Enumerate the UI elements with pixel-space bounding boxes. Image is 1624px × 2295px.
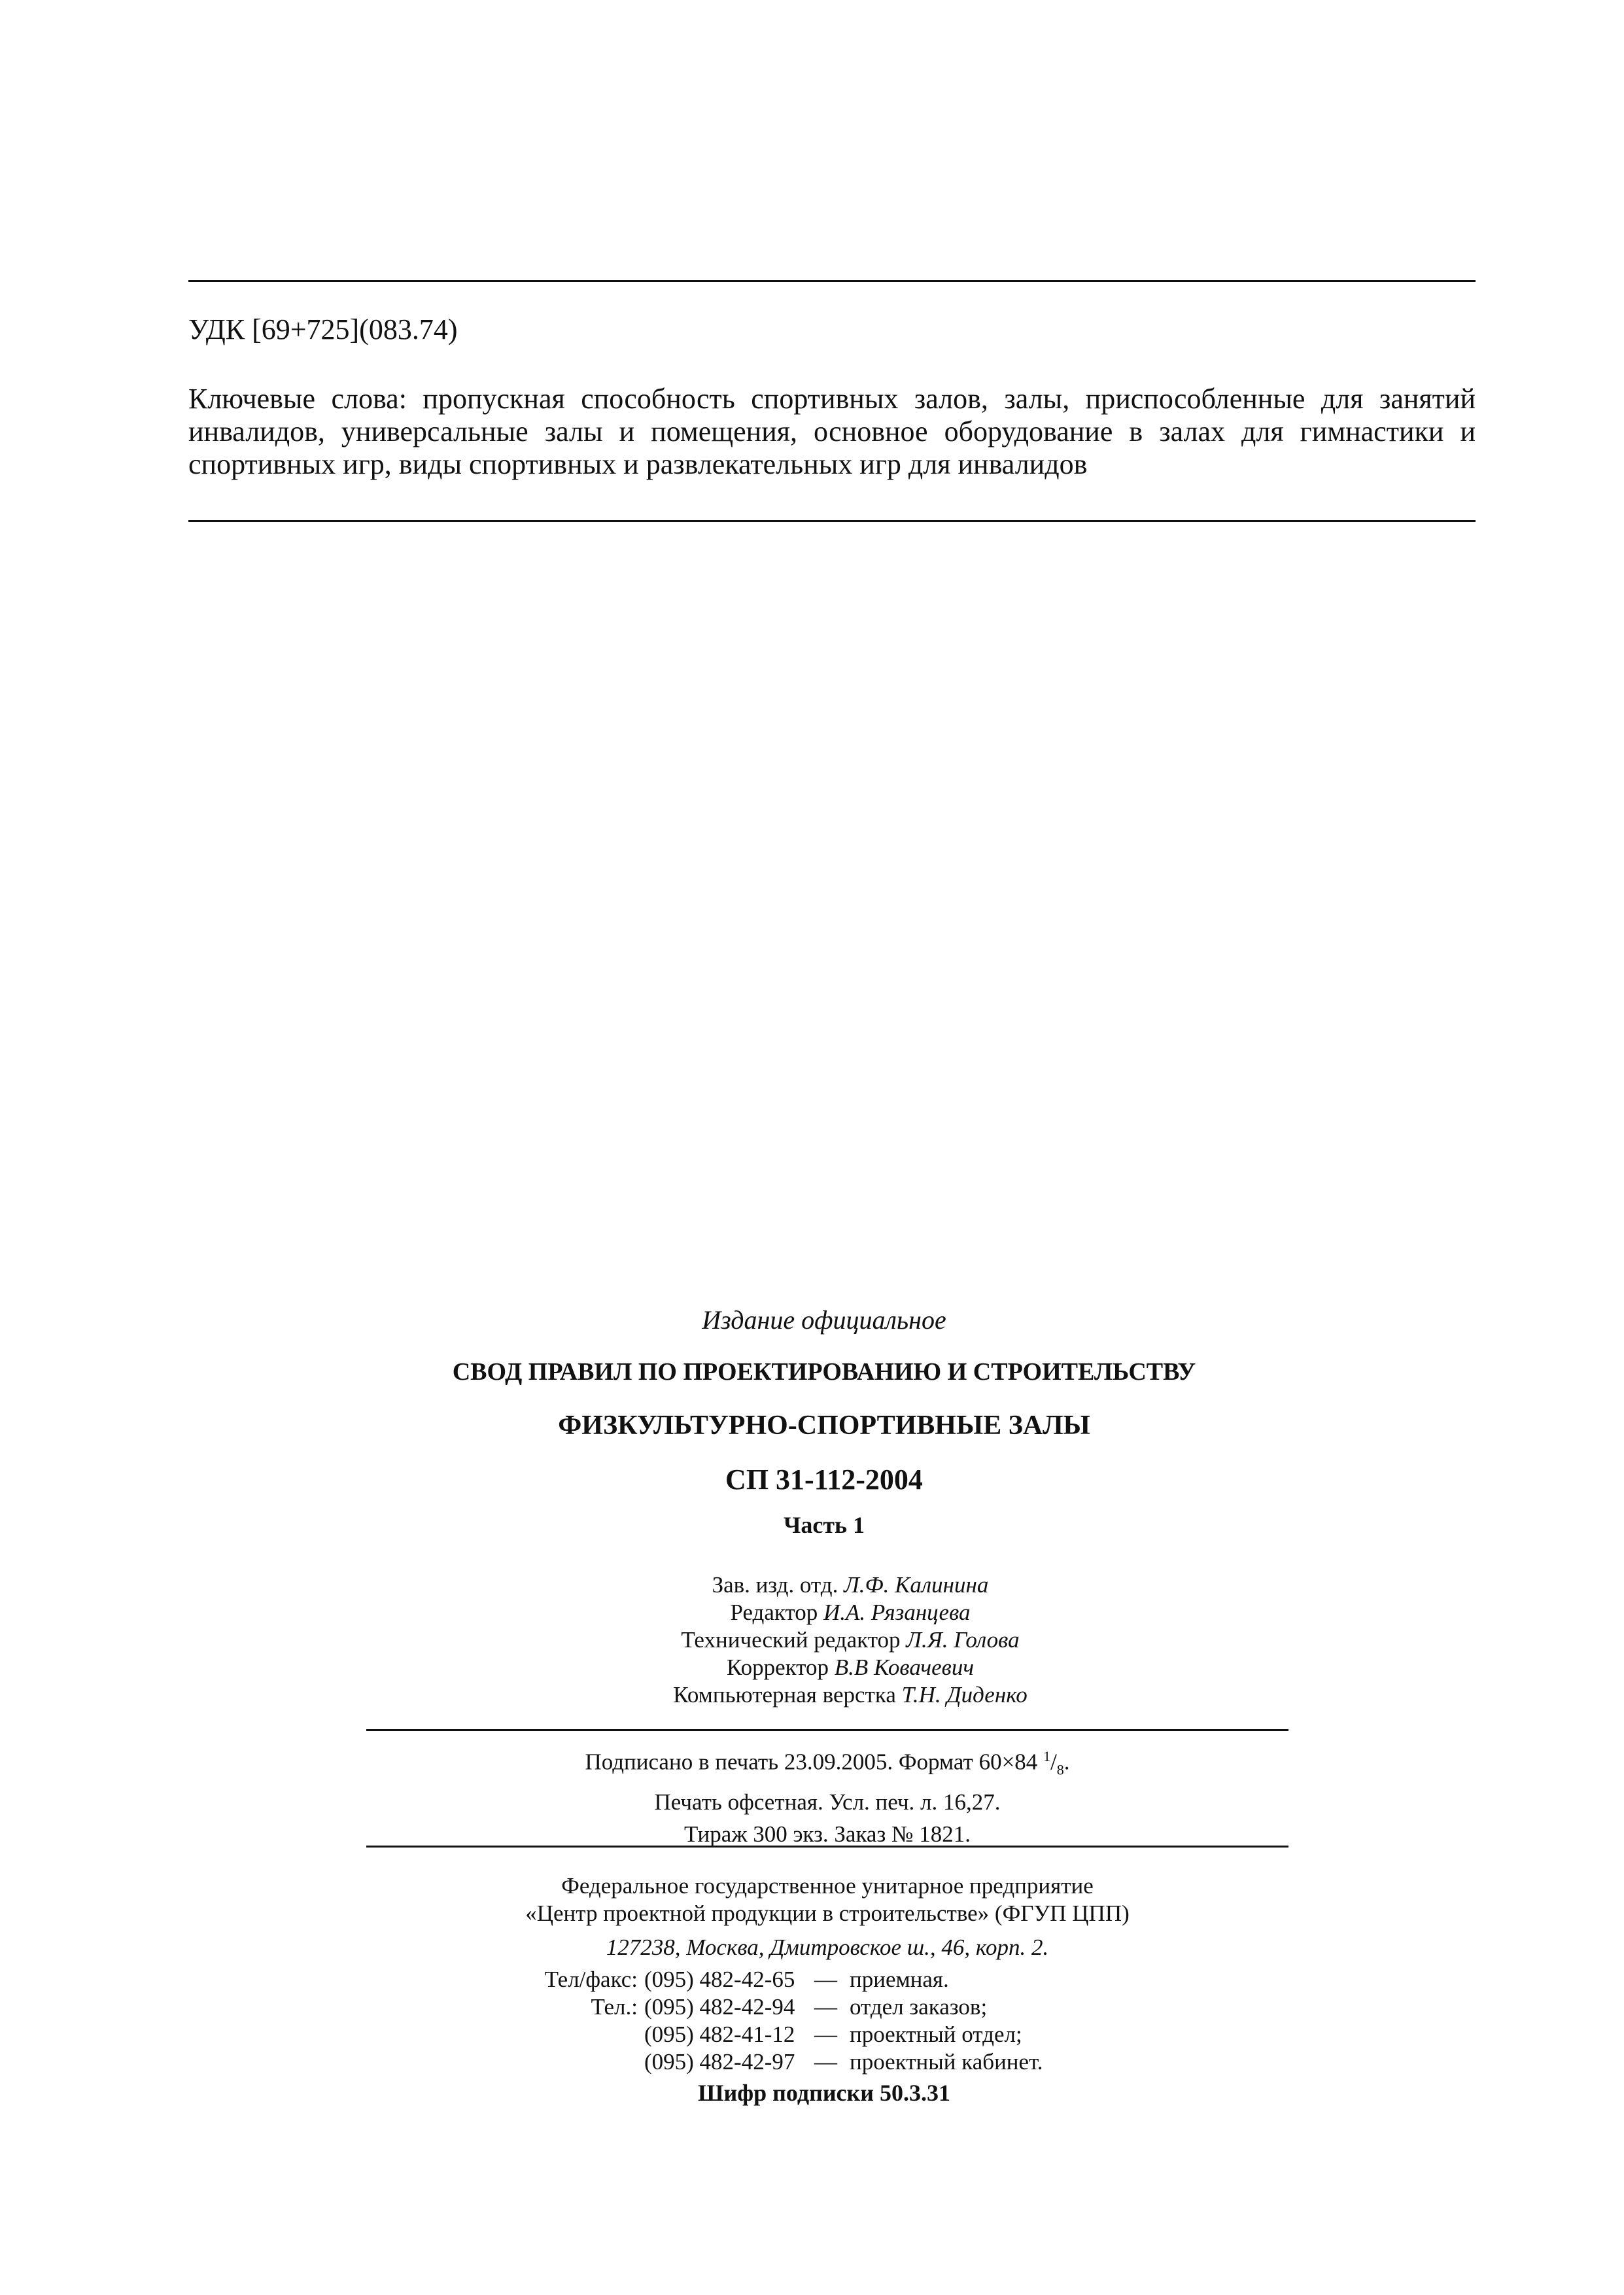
credits-list bbox=[458, 1571, 1243, 1709]
credit-line: Редактор И.А. Рязанцева bbox=[730, 1600, 971, 1625]
udc-code: УДК [69+725](083.74) bbox=[188, 313, 458, 345]
phone-row: Тел.: (095) 482-42-94 — отдел заказов; bbox=[591, 1994, 988, 2020]
phone-list bbox=[517, 1966, 1043, 2076]
document-title: ФИЗКУЛЬТУРНО-СПОРТИВНЫЕ ЗАЛЫ bbox=[558, 1410, 1090, 1441]
publisher-info bbox=[366, 1872, 1288, 1961]
credit-line: Зав. изд. отд. Л.Ф. Калинина bbox=[712, 1572, 989, 1598]
credit-line: Компьютерная верстка Т.Н. Диденко bbox=[673, 1682, 1028, 1708]
print-top-rule bbox=[366, 1729, 1288, 1731]
run-line: Тираж 300 экз. Заказ № 1821. bbox=[684, 1821, 971, 1847]
offset-line: Печать офсетная. Усл. печ. л. 16,27. bbox=[654, 1789, 1001, 1815]
document-code: СП 31-112-2004 bbox=[725, 1463, 923, 1496]
edition-label: Издание официальное bbox=[702, 1305, 946, 1335]
print-bottom-rule bbox=[366, 1846, 1288, 1848]
signed-line: Подписано в печать 23.09.2005. Формат 60×84 $^1/_8$. bbox=[585, 1748, 1070, 1778]
credit-line: Технический редактор Л.Я. Голова bbox=[681, 1627, 1020, 1653]
publisher-name-line1: Федеральное государственное унитарное предприятие bbox=[561, 1873, 1094, 1899]
credit-line: Корректор В.В Ковачевич bbox=[726, 1655, 975, 1680]
series-title: СВОД ПРАВИЛ ПО ПРОЕКТИРОВАНИЮ И СТРОИТЕЛЬСТВУ bbox=[452, 1358, 1196, 1386]
keywords-bottom-rule bbox=[188, 520, 1476, 522]
top-rule bbox=[188, 280, 1476, 282]
document-part: Часть 1 bbox=[783, 1512, 865, 1538]
publisher-address: 127238, Москва, Дмитровское ш., 46, корп. 2. bbox=[606, 1935, 1049, 1960]
phone-row: (095) 482-41-12 — проектный отдел; bbox=[644, 2022, 1022, 2047]
phone-row: (095) 482-42-97 — проектный кабинет. bbox=[644, 2049, 1043, 2075]
print-info bbox=[366, 1740, 1288, 1850]
subscription-cipher: Шифр подписки 50.3.31 bbox=[697, 2080, 951, 2106]
publisher-name-line2: «Центр проектной продукции в строительстве» (ФГУП ЦПП) bbox=[525, 1901, 1130, 1926]
keywords-paragraph: Ключевые слова: пропускная способность спортивных залов, залы, приспособленные для занятий инвалидов, универсальные залы и помещения, основное оборудование в залах для гимнастики и спортивных игр, виды спортивных и развлекательных игр для инвалидов bbox=[188, 383, 1476, 480]
phone-row: Тел/факс: (095) 482-42-65 — приемная. bbox=[544, 1967, 949, 1992]
